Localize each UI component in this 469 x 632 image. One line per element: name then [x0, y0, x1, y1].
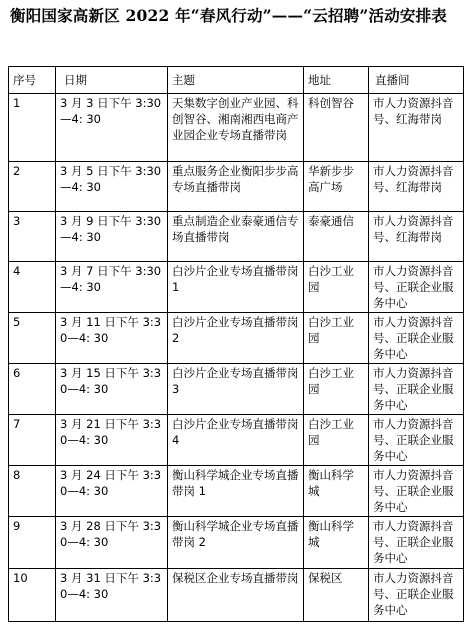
cell-date: 3 月 21 日下午 3:30—4: 30 [56, 415, 168, 466]
header-address: 地址 [304, 67, 369, 94]
cell-topic: 白沙片企业专场直播带岗 1 [168, 262, 304, 313]
cell-address: 白沙工业园 [304, 313, 369, 364]
cell-live: 市人力资源抖音号、正联企业服务中心 [369, 466, 464, 517]
cell-live: 市人力资源抖音号、红海带岗 [369, 212, 464, 262]
header-row [9, 67, 464, 94]
table-row [9, 212, 464, 262]
cell-date: 3 月 3 日下午 3:30—4: 30 [56, 94, 168, 162]
cell-topic: 重点服务企业衡阳步步高专场直播带岗 [168, 162, 304, 212]
cell-date: 3 月 31 日下午 3:30—4: 30 [56, 569, 168, 622]
cell-date: 3 月 11 日下午 3:30—4: 30 [56, 313, 168, 364]
cell-live: 市人力资源抖音号、正联企业服务中心 [369, 569, 464, 622]
cell-topic: 衡山科学城企业专场直播带岗 2 [168, 517, 304, 569]
cell-live: 市人力资源抖音号、正联企业服务中心 [369, 415, 464, 466]
cell-no: 3 [9, 212, 56, 262]
table-row [9, 569, 464, 622]
header-no: 序号 [9, 67, 56, 94]
cell-topic: 衡山科学城企业专场直播带岗 1 [168, 466, 304, 517]
cell-no: 6 [9, 364, 56, 415]
table-row [9, 415, 464, 466]
cell-address: 华新步步高广场 [304, 162, 369, 212]
table-row [9, 364, 464, 415]
cell-no: 9 [9, 517, 56, 569]
cell-address: 保税区 [304, 569, 369, 622]
cell-no: 2 [9, 162, 56, 212]
cell-address: 白沙工业园 [304, 262, 369, 313]
cell-no: 8 [9, 466, 56, 517]
table-row [9, 466, 464, 517]
cell-live: 市人力资源抖音号、红海带岗 [369, 162, 464, 212]
document-title: 衡阳国家高新区 2022 年“春风行动”——“云招聘”活动安排表 [10, 6, 447, 25]
cell-topic: 重点制造企业泰豪通信专场直播带岗 [168, 212, 304, 262]
cell-no: 4 [9, 262, 56, 313]
table-row [9, 262, 464, 313]
cell-topic: 白沙片企业专场直播带岗 3 [168, 364, 304, 415]
cell-no: 5 [9, 313, 56, 364]
cell-no: 1 [9, 94, 56, 162]
cell-date: 3 月 5 日下午 3:30—4: 30 [56, 162, 168, 212]
cell-address: 衡山科学城 [304, 466, 369, 517]
table-row [9, 517, 464, 569]
cell-topic: 白沙片企业专场直播带岗 4 [168, 415, 304, 466]
cell-address: 白沙工业园 [304, 364, 369, 415]
cell-live: 市人力资源抖音号、正联企业服务中心 [369, 262, 464, 313]
cell-live: 市人力资源抖音号、正联企业服务中心 [369, 313, 464, 364]
table-row [9, 94, 464, 162]
cell-live: 市人力资源抖音号、正联企业服务中心 [369, 364, 464, 415]
cell-date: 3 月 24 日下午 3:30—4: 30 [56, 466, 168, 517]
cell-address: 衡山科学城 [304, 517, 369, 569]
header-live: 直播间 [369, 67, 464, 94]
cell-date: 3 月 15 日下午 3:30—4: 30 [56, 364, 168, 415]
header-date: 日期 [56, 67, 168, 94]
table-row [9, 162, 464, 212]
cell-date: 3 月 28 日下午 3:30—4: 30 [56, 517, 168, 569]
cell-address: 白沙工业园 [304, 415, 369, 466]
cell-topic: 天集数字创业产业园、科创智谷、湘南湘西电商产业园企业专场直播带岗 [168, 94, 304, 162]
cell-address: 科创智谷 [304, 94, 369, 162]
cell-address: 泰豪通信 [304, 212, 369, 262]
header-topic: 主题 [168, 67, 304, 94]
cell-topic: 保税区企业专场直播带岗 [168, 569, 304, 622]
schedule-table [8, 66, 464, 622]
cell-no: 7 [9, 415, 56, 466]
cell-no: 10 [9, 569, 56, 622]
cell-date: 3 月 9 日下午 3:30—4: 30 [56, 212, 168, 262]
cell-date: 3 月 7 日下午 3:30—4: 30 [56, 262, 168, 313]
cell-topic: 白沙片企业专场直播带岗 2 [168, 313, 304, 364]
cell-live: 市人力资源抖音号、正联企业服务中心 [369, 517, 464, 569]
table-row [9, 313, 464, 364]
cell-live: 市人力资源抖音号、红海带岗 [369, 94, 464, 162]
